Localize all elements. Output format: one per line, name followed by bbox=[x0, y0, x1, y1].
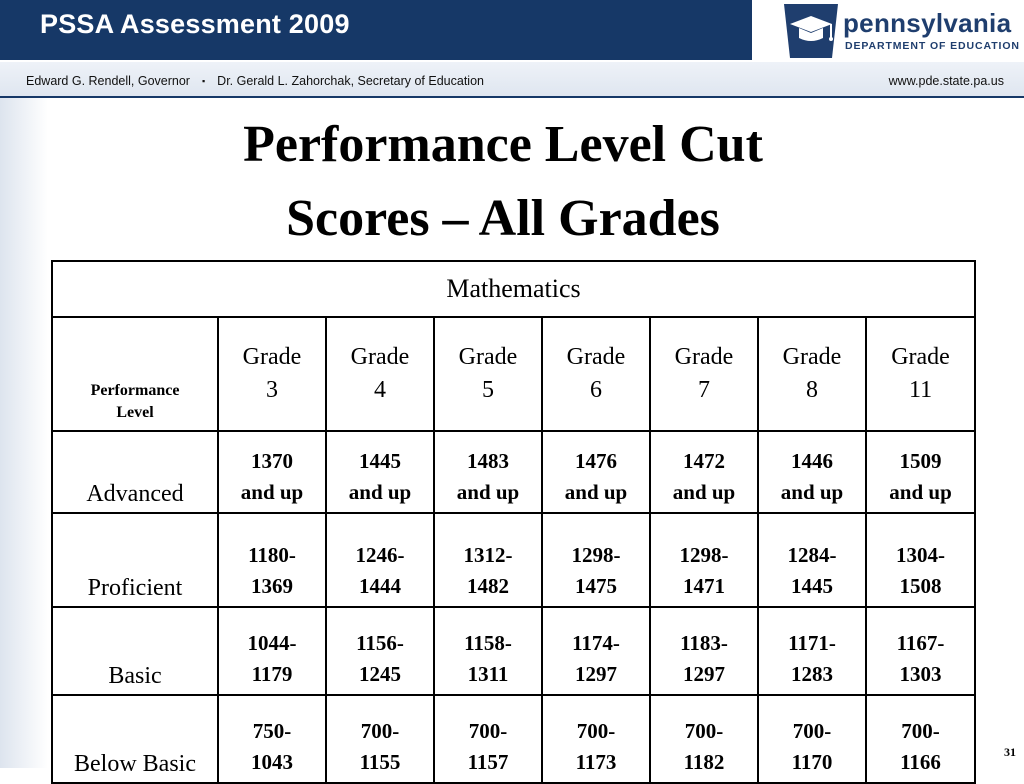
header-bar bbox=[0, 0, 752, 60]
cut-score-cell bbox=[650, 513, 758, 607]
grade-header bbox=[758, 317, 866, 431]
cut-score-cell bbox=[542, 607, 650, 695]
cut-score-line-1: 1174- bbox=[572, 631, 620, 655]
cut-score-cell bbox=[650, 607, 758, 695]
cut-score-cell bbox=[650, 695, 758, 783]
cut-score-line-1: 1183- bbox=[680, 631, 728, 655]
cut-score-cell bbox=[218, 513, 326, 607]
grade-header bbox=[542, 317, 650, 431]
cut-score-cell bbox=[326, 431, 434, 513]
cut-score-line-1: 1304- bbox=[896, 543, 946, 567]
cut-score-cell bbox=[434, 695, 542, 783]
cut-score-line-1: 1445 bbox=[359, 449, 401, 473]
grade-header bbox=[866, 317, 975, 431]
performance-level-header-line-1: Performance bbox=[90, 382, 180, 399]
level-label: Below Basic bbox=[52, 695, 218, 783]
cut-score-cell bbox=[758, 695, 866, 783]
cut-score-line-2: 1157 bbox=[467, 750, 509, 774]
cut-score-line-1: 1472 bbox=[683, 449, 725, 473]
cut-score-line-1: 1298- bbox=[571, 543, 621, 567]
grade-word: Grade bbox=[674, 344, 734, 370]
grade-word: Grade bbox=[566, 344, 626, 370]
cut-score-line-2: 1311 bbox=[467, 662, 509, 686]
cut-score-line-1: 1044- bbox=[247, 631, 297, 655]
cut-score-line-2: 1445 bbox=[791, 574, 833, 598]
level-label: Advanced bbox=[52, 431, 218, 513]
subheader-bar bbox=[0, 62, 1024, 98]
cut-score-line-2: 1182 bbox=[683, 750, 725, 774]
cut-score-line-2: and up bbox=[240, 480, 304, 504]
cut-score-line-1: 700- bbox=[901, 719, 940, 743]
cut-score-line-2: and up bbox=[456, 480, 520, 504]
grade-header-row bbox=[52, 317, 975, 431]
cut-score-line-2: 1297 bbox=[683, 662, 725, 686]
cut-score-line-2: and up bbox=[889, 480, 952, 504]
grade-word: Grade bbox=[458, 344, 518, 370]
cut-score-cell bbox=[326, 607, 434, 695]
cut-score-line-1: 700- bbox=[684, 719, 724, 743]
cut-score-line-2: 1043 bbox=[251, 750, 293, 774]
cut-score-cell bbox=[866, 513, 975, 607]
grade-word: Grade bbox=[891, 344, 950, 370]
cut-score-cell bbox=[218, 607, 326, 695]
cut-score-line-2: 1303 bbox=[899, 662, 942, 686]
grade-header bbox=[434, 317, 542, 431]
grade-header bbox=[326, 317, 434, 431]
level-label: Proficient bbox=[52, 513, 218, 607]
grade-header bbox=[218, 317, 326, 431]
cut-score-line-1: 1158- bbox=[464, 631, 512, 655]
table-row-basic bbox=[52, 607, 975, 695]
cut-score-line-2: 1155 bbox=[359, 750, 401, 774]
grade-word: Grade bbox=[782, 344, 842, 370]
cut-score-line-2: 1245 bbox=[359, 662, 401, 686]
cut-score-line-1: 1246- bbox=[355, 543, 405, 567]
cut-score-line-1: 750- bbox=[252, 719, 292, 743]
logo-subtitle: DEPARTMENT OF EDUCATION bbox=[845, 40, 1020, 52]
cut-score-cell bbox=[758, 431, 866, 513]
page-number: 31 bbox=[1004, 745, 1016, 759]
cut-score-line-1: 1171- bbox=[788, 631, 836, 655]
level-label: Basic bbox=[52, 607, 218, 695]
grade-header bbox=[650, 317, 758, 431]
cut-score-line-2: 1508 bbox=[899, 574, 942, 598]
cut-score-cell bbox=[866, 607, 975, 695]
cut-score-cell bbox=[434, 607, 542, 695]
grade-word: Grade bbox=[350, 344, 410, 370]
grade-word: Grade bbox=[242, 344, 302, 370]
cut-score-line-2: 1369 bbox=[251, 574, 293, 598]
governor-name: Edward G. Rendell, Governor bbox=[26, 74, 190, 88]
slide-title bbox=[0, 108, 1006, 256]
cut-score-cell bbox=[542, 431, 650, 513]
table-row-proficient bbox=[52, 513, 975, 607]
slide-title-line-2: Scores – All Grades bbox=[286, 190, 720, 247]
grade-number: 6 bbox=[590, 377, 602, 403]
cut-score-cell bbox=[866, 431, 975, 513]
cut-score-line-1: 1167- bbox=[896, 631, 945, 655]
website-link[interactable]: www.pde.state.pa.us bbox=[888, 74, 1004, 88]
cut-score-line-1: 1298- bbox=[679, 543, 729, 567]
presentation-title: PSSA Assessment 2009 bbox=[40, 9, 350, 39]
cut-score-line-1: 1476 bbox=[575, 449, 617, 473]
cut-score-line-1: 700- bbox=[792, 719, 832, 743]
cut-score-line-1: 1370 bbox=[251, 449, 293, 473]
grade-number: 3 bbox=[266, 377, 278, 403]
cut-score-line-2: 1170 bbox=[791, 750, 833, 774]
grade-number: 5 bbox=[482, 377, 494, 403]
slide-title-line-1: Performance Level Cut bbox=[243, 116, 763, 173]
table-row-advanced bbox=[52, 431, 975, 513]
cut-score-line-2: 1475 bbox=[575, 574, 617, 598]
cut-score-line-2: and up bbox=[780, 480, 844, 504]
cut-score-line-2: 1179 bbox=[251, 662, 293, 686]
cut-scores-table bbox=[51, 260, 976, 784]
performance-level-header bbox=[52, 317, 218, 431]
cut-score-cell bbox=[650, 431, 758, 513]
cut-score-line-2: 1166 bbox=[900, 750, 941, 774]
cut-score-line-2: 1173 bbox=[575, 750, 617, 774]
cut-score-line-2: 1482 bbox=[467, 574, 509, 598]
logo-wordmark: pennsylvania bbox=[843, 8, 1012, 38]
cut-score-line-2: 1283 bbox=[791, 662, 833, 686]
subject-header: Mathematics bbox=[52, 261, 975, 317]
grade-number: 4 bbox=[374, 377, 386, 403]
cut-score-line-1: 1312- bbox=[463, 543, 513, 567]
cut-score-line-2: and up bbox=[348, 480, 412, 504]
cut-score-cell bbox=[326, 513, 434, 607]
cut-score-line-1: 1180- bbox=[248, 543, 296, 567]
grade-number: 8 bbox=[806, 377, 818, 403]
cut-score-cell bbox=[218, 431, 326, 513]
secretary-name: Dr. Gerald L. Zahorchak, Secretary of Education bbox=[217, 74, 484, 88]
table-row-below-basic bbox=[52, 695, 975, 783]
cut-score-line-2: and up bbox=[672, 480, 736, 504]
cut-score-cell bbox=[434, 513, 542, 607]
cut-score-cell bbox=[758, 513, 866, 607]
cut-score-line-1: 700- bbox=[360, 719, 400, 743]
cut-score-cell bbox=[758, 607, 866, 695]
cut-score-cell bbox=[542, 513, 650, 607]
cut-score-line-2: 1297 bbox=[575, 662, 617, 686]
cut-score-line-2: and up bbox=[564, 480, 628, 504]
cut-score-line-2: 1444 bbox=[359, 574, 401, 598]
cut-score-line-1: 700- bbox=[576, 719, 616, 743]
cut-score-cell bbox=[866, 695, 975, 783]
bullet-separator: ▪ bbox=[201, 76, 206, 86]
cut-score-line-1: 1483 bbox=[467, 449, 509, 473]
cut-score-line-1: 1156- bbox=[356, 631, 404, 655]
cut-score-cell bbox=[326, 695, 434, 783]
cut-score-cell bbox=[542, 695, 650, 783]
cut-score-line-1: 1509 bbox=[899, 449, 942, 473]
cut-score-cell bbox=[434, 431, 542, 513]
grade-number: 7 bbox=[698, 377, 710, 403]
cut-score-line-2: 1471 bbox=[683, 574, 725, 598]
cut-score-line-1: 700- bbox=[468, 719, 508, 743]
performance-level-header-line-2: Level bbox=[116, 404, 154, 421]
cut-score-line-1: 1284- bbox=[787, 543, 837, 567]
cut-score-line-1: 1446 bbox=[791, 449, 833, 473]
cut-score-cell bbox=[218, 695, 326, 783]
officials-line bbox=[26, 74, 484, 88]
grade-number: 11 bbox=[908, 377, 933, 403]
